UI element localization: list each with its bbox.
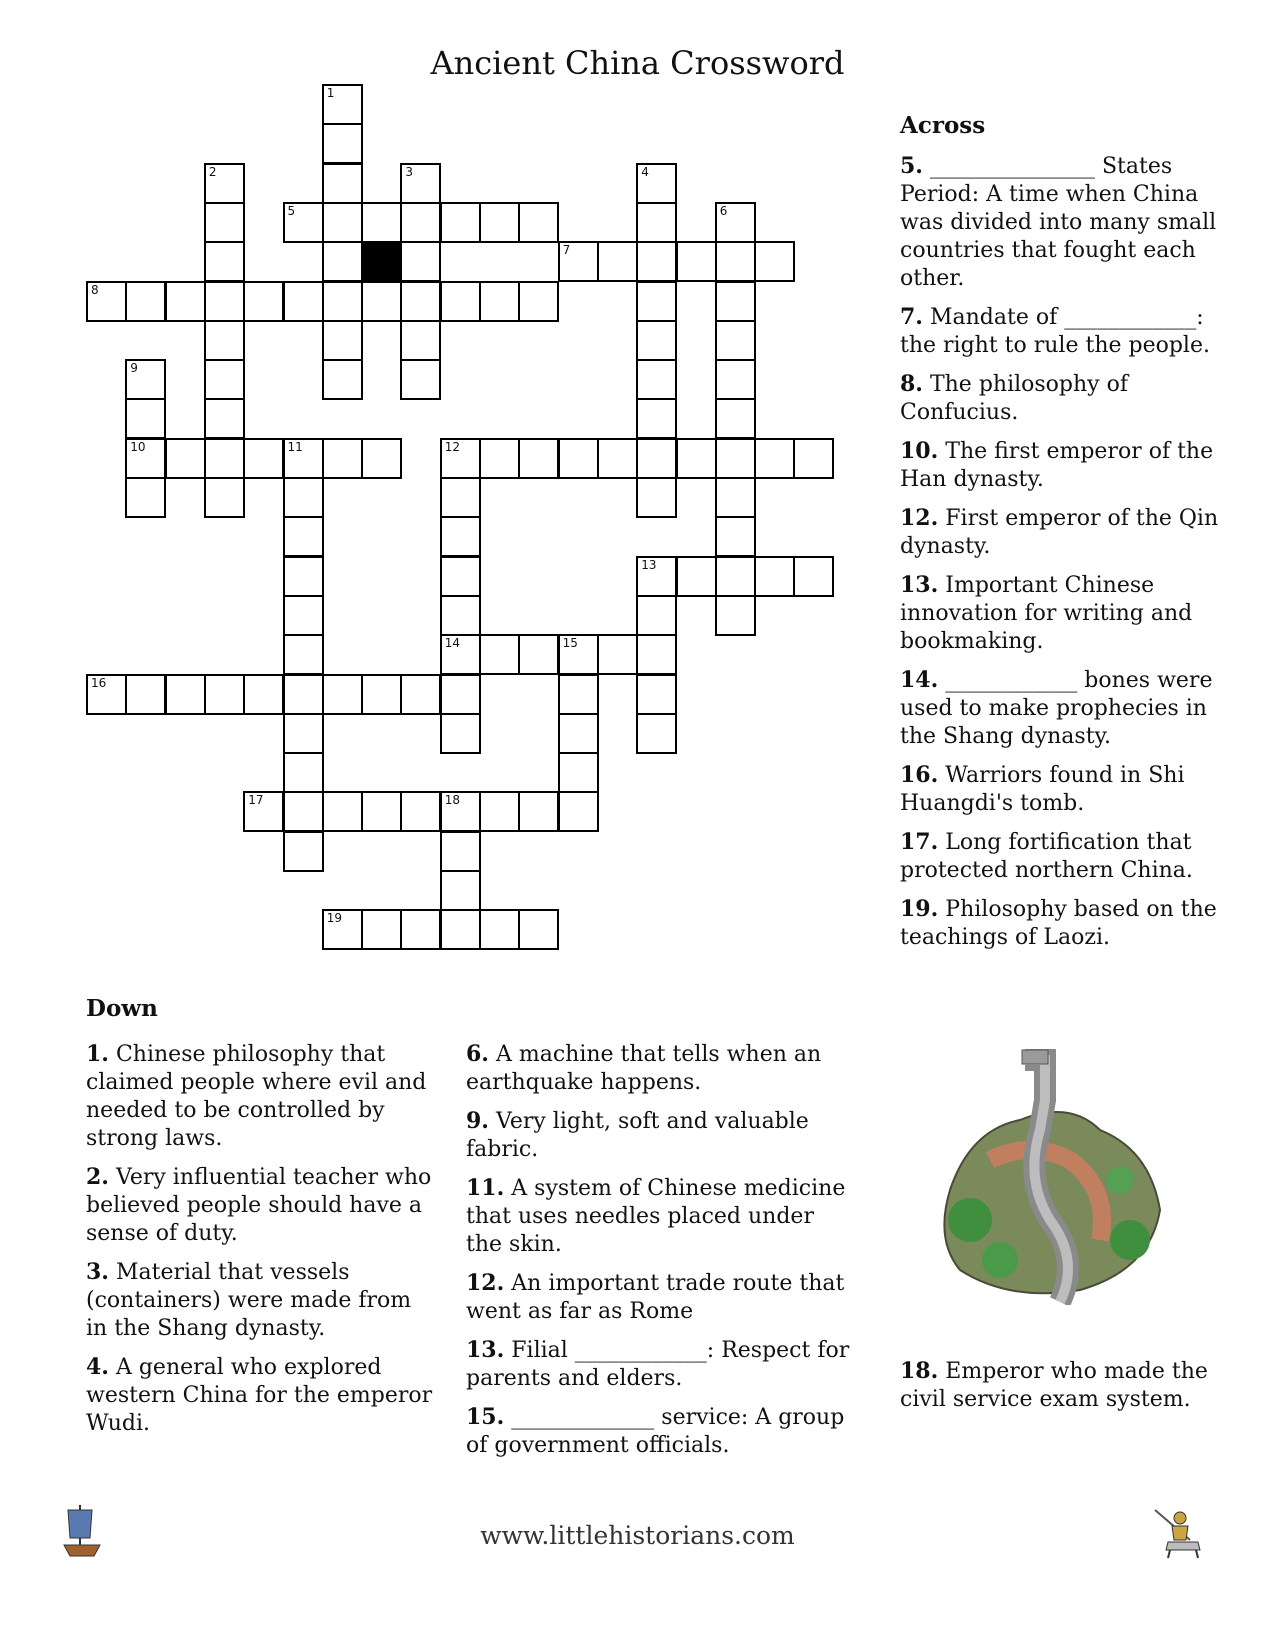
clue-number: 5 (287, 203, 296, 218)
grid-cell[interactable] (479, 438, 520, 479)
grid-cell[interactable] (283, 556, 324, 597)
grid-cell[interactable] (165, 281, 206, 322)
grid-cell[interactable] (204, 674, 245, 715)
grid-cell[interactable] (322, 84, 363, 125)
grid-cell[interactable] (322, 241, 363, 282)
clue-down-12: 12. An important trade route that went as far as Rome (466, 1270, 845, 1324)
grid-cell[interactable] (165, 674, 206, 715)
grid-cell[interactable] (361, 202, 402, 243)
grid-cell[interactable] (243, 281, 284, 322)
grid-cell-blocked (361, 241, 402, 282)
clue-across-17: 17. Long fortification that protected northern China. (900, 829, 1193, 883)
grid-cell[interactable] (676, 241, 717, 282)
grid-cell[interactable] (283, 438, 324, 479)
grid-cell[interactable] (204, 477, 245, 518)
grid-cell[interactable] (243, 791, 284, 832)
grid-cell[interactable] (440, 516, 481, 557)
grid-cell[interactable] (283, 752, 324, 793)
grid-cell[interactable] (715, 595, 756, 636)
clue-down-4: 4. A general who explored western China for the emperor Wudi. (86, 1354, 433, 1436)
crossword-grid (0, 0, 900, 1000)
grid-cell[interactable] (243, 438, 284, 479)
grid-cell[interactable] (361, 909, 402, 950)
grid-cell[interactable] (400, 163, 441, 204)
grid-cell[interactable] (125, 674, 166, 715)
grid-cell[interactable] (125, 477, 166, 518)
knight-logo-icon (1150, 1500, 1210, 1560)
grid-cell[interactable] (597, 634, 638, 675)
grid-cell[interactable] (322, 791, 363, 832)
grid-cell[interactable] (361, 791, 402, 832)
across-clues (900, 112, 1230, 962)
clue-across-19: 19. Philosophy based on the teachings of Laozi. (900, 896, 1217, 950)
grid-cell[interactable] (754, 438, 795, 479)
clue-across-5: 5. _______________ States Period: A time when China was divided into many small countries that fought each other. (900, 153, 1217, 291)
clue-across-14: 14. ____________ bones were used to make prophecies in the Shang dynasty. (900, 667, 1213, 749)
grid-cell[interactable] (715, 556, 756, 597)
down-clues-right (466, 1040, 856, 1470)
clue-number: 13 (641, 557, 657, 572)
clue-number: 3 (405, 164, 414, 179)
grid-cell[interactable] (636, 281, 677, 322)
grid-cell[interactable] (518, 438, 559, 479)
grid-cell[interactable] (676, 438, 717, 479)
grid-cell[interactable] (715, 477, 756, 518)
grid-cell[interactable] (558, 791, 599, 832)
grid-cell[interactable] (322, 123, 363, 164)
grid-cell[interactable] (754, 556, 795, 597)
grid-cell[interactable] (558, 438, 599, 479)
clue-number: 17 (248, 793, 264, 808)
grid-cell[interactable] (636, 713, 677, 754)
grid-cell[interactable] (636, 556, 677, 597)
clue-across-8: 8. The philosophy of Confucius. (900, 371, 1128, 425)
grid-cell[interactable] (204, 241, 245, 282)
grid-cell[interactable] (558, 713, 599, 754)
clue-down-15: 15. _____________ service: A group of government officials. (466, 1404, 845, 1458)
grid-cell[interactable] (283, 516, 324, 557)
grid-cell[interactable] (636, 202, 677, 243)
grid-cell[interactable] (636, 241, 677, 282)
page-title: Ancient China Crossword (430, 44, 845, 82)
clue-number: 11 (287, 439, 303, 454)
grid-cell[interactable] (322, 909, 363, 950)
grid-cell[interactable] (400, 674, 441, 715)
grid-cell[interactable] (715, 398, 756, 439)
grid-cell[interactable] (715, 359, 756, 400)
grid-cell[interactable] (440, 674, 481, 715)
clue-down-18: 18. Emperor who made the civil service exam system. (900, 1358, 1208, 1412)
grid-cell[interactable] (204, 320, 245, 361)
grid-cell[interactable] (322, 674, 363, 715)
clue-number: 7 (562, 243, 571, 258)
grid-cell[interactable] (440, 477, 481, 518)
grid-cell[interactable] (440, 556, 481, 597)
clue-across-7: 7. Mandate of ____________: the right to rule the people. (900, 304, 1210, 358)
grid-cell[interactable] (125, 398, 166, 439)
grid-cell[interactable] (165, 438, 206, 479)
grid-cell[interactable] (754, 241, 795, 282)
clue-number: 2 (208, 164, 217, 179)
grid-cell[interactable] (479, 281, 520, 322)
clue-number: 6 (719, 203, 728, 218)
clue-number: 10 (130, 439, 146, 454)
footer-url: www.littlehistorians.com (480, 1521, 795, 1550)
grid-cell[interactable] (283, 477, 324, 518)
grid-cell[interactable] (400, 202, 441, 243)
grid-cell[interactable] (322, 202, 363, 243)
clue-down-1: 1. Chinese philosophy that claimed people where evil and needed to be controlled by strong laws. (86, 1041, 427, 1151)
clue-down-3: 3. Material that vessels (containers) were made from in the Shang dynasty. (86, 1259, 412, 1341)
grid-cell[interactable] (636, 438, 677, 479)
grid-cell[interactable] (479, 909, 520, 950)
grid-cell[interactable] (676, 556, 717, 597)
grid-cell[interactable] (479, 634, 520, 675)
grid-cell[interactable] (204, 202, 245, 243)
grid-cell[interactable] (283, 281, 324, 322)
clue-across-16: 16. Warriors found in Shi Huangdi's tomb. (900, 762, 1185, 816)
grid-cell[interactable] (283, 831, 324, 872)
grid-cell[interactable] (283, 674, 324, 715)
grid-cell[interactable] (715, 516, 756, 557)
grid-cell[interactable] (715, 202, 756, 243)
grid-cell[interactable] (440, 202, 481, 243)
grid-cell[interactable] (322, 163, 363, 204)
grid-cell[interactable] (558, 241, 599, 282)
grid-cell[interactable] (400, 320, 441, 361)
clue-down-9: 9. Very light, soft and valuable fabric. (466, 1108, 809, 1162)
grid-cell[interactable] (440, 791, 481, 832)
grid-cell[interactable] (361, 438, 402, 479)
grid-cell[interactable] (361, 674, 402, 715)
grid-cell[interactable] (636, 320, 677, 361)
across-heading: Across (900, 112, 986, 139)
grid-cell[interactable] (322, 320, 363, 361)
grid-cell[interactable] (400, 241, 441, 282)
grid-cell[interactable] (322, 281, 363, 322)
grid-cell[interactable] (400, 359, 441, 400)
grid-cell[interactable] (283, 634, 324, 675)
grid-cell[interactable] (636, 634, 677, 675)
grid-cell[interactable] (400, 791, 441, 832)
clue-number: 9 (130, 361, 138, 376)
grid-cell[interactable] (715, 320, 756, 361)
grid-cell[interactable] (243, 674, 284, 715)
grid-cell[interactable] (636, 163, 677, 204)
grid-cell[interactable] (715, 281, 756, 322)
grid-cell[interactable] (440, 870, 481, 911)
great-wall-illustration (930, 1040, 1170, 1305)
clue-number: 15 (562, 636, 578, 651)
grid-cell[interactable] (204, 438, 245, 479)
clue-across-13: 13. Important Chinese innovation for writing and bookmaking. (900, 572, 1193, 654)
grid-cell[interactable] (558, 752, 599, 793)
clue-number: 18 (444, 793, 460, 808)
grid-cell[interactable] (558, 634, 599, 675)
grid-cell[interactable] (204, 398, 245, 439)
grid-cell[interactable] (440, 634, 481, 675)
grid-cell[interactable] (479, 202, 520, 243)
down-heading: Down (86, 995, 158, 1022)
clue-across-10: 10. The first emperor of the Han dynasty. (900, 438, 1214, 492)
grid-cell[interactable] (440, 831, 481, 872)
grid-cell[interactable] (793, 438, 834, 479)
grid-cell[interactable] (636, 398, 677, 439)
clue-number: 1 (326, 86, 335, 100)
grid-cell[interactable] (518, 281, 559, 322)
grid-cell[interactable] (322, 438, 363, 479)
grid-cell[interactable] (283, 595, 324, 636)
grid-cell[interactable] (204, 281, 245, 322)
clue-down-13: 13. Filial ____________: Respect for parents and elders. (466, 1337, 850, 1391)
clue-number: 19 (326, 911, 343, 926)
grid-cell[interactable] (440, 281, 481, 322)
grid-cell[interactable] (322, 359, 363, 400)
grid-cell[interactable] (715, 241, 756, 282)
grid-cell[interactable] (636, 477, 677, 518)
clue-down-11: 11. A system of Chinese medicine that uses needles placed under the skin. (466, 1175, 846, 1257)
grid-cell[interactable] (636, 674, 677, 715)
clue-across-12: 12. First emperor of the Qin dynasty. (900, 505, 1219, 559)
across-clues-extra (900, 1357, 1230, 1424)
clue-number: 14 (444, 636, 460, 651)
grid-cell[interactable] (518, 202, 559, 243)
grid-cell[interactable] (86, 281, 127, 322)
grid-cell[interactable] (400, 909, 441, 950)
grid-cell[interactable] (283, 713, 324, 754)
clue-down-6: 6. A machine that tells when an earthquake happens. (466, 1041, 822, 1095)
grid-cell[interactable] (636, 595, 677, 636)
grid-cell[interactable] (400, 281, 441, 322)
grid-cell[interactable] (125, 359, 166, 400)
grid-cell[interactable] (86, 674, 127, 715)
grid-cell[interactable] (125, 281, 166, 322)
grid-cell[interactable] (518, 791, 559, 832)
down-clues-left (86, 1040, 436, 1448)
clue-number: 4 (641, 164, 649, 179)
grid-cell[interactable] (558, 674, 599, 715)
grid-cell[interactable] (518, 909, 559, 950)
grid-cell[interactable] (597, 438, 638, 479)
grid-cell[interactable] (440, 595, 481, 636)
grid-cell[interactable] (125, 438, 166, 479)
grid-cell[interactable] (440, 909, 481, 950)
grid-cell[interactable] (518, 634, 559, 675)
grid-cell[interactable] (479, 791, 520, 832)
clue-number: 16 (91, 675, 107, 690)
grid-cell[interactable] (204, 163, 245, 204)
grid-cell[interactable] (283, 202, 324, 243)
grid-cell[interactable] (204, 359, 245, 400)
clue-number: 8 (91, 282, 99, 297)
grid-cell[interactable] (636, 359, 677, 400)
clue-number: 12 (444, 439, 460, 454)
grid-cell[interactable] (793, 556, 834, 597)
grid-cell[interactable] (715, 438, 756, 479)
grid-cell[interactable] (361, 281, 402, 322)
grid-cell[interactable] (283, 791, 324, 832)
grid-cell[interactable] (440, 713, 481, 754)
clue-down-2: 2. Very influential teacher who believed people should have a sense of duty. (86, 1164, 432, 1246)
grid-cell[interactable] (440, 438, 481, 479)
grid-cell[interactable] (597, 241, 638, 282)
